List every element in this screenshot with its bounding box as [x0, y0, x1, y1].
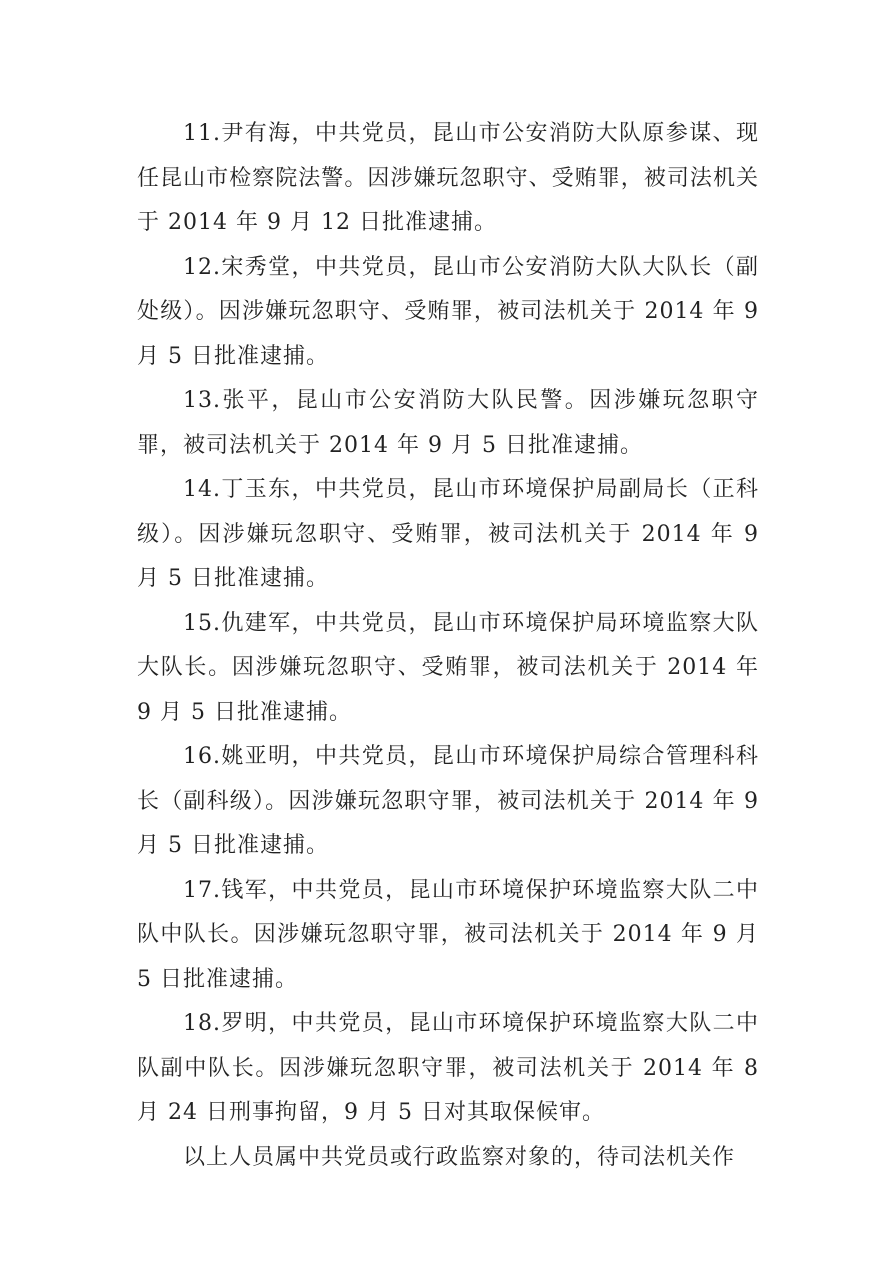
paragraph-item-16: 16.姚亚明，中共党员，昆山市环境保护局综合管理科科长（副科级）。因涉嫌玩忽职守罪，被司法机关于 2014 年 9 月 5 日批准逮捕。	[137, 744, 759, 858]
paragraph-item-13: 13.张平，昆山市公安消防大队民警。因涉嫌玩忽职守罪，被司法机关于 2014 年 9 月 5 日批准逮捕。	[137, 388, 759, 458]
paragraph-summary: 以上人员属中共党员或行政监察对象的，待司法机关作	[183, 1144, 736, 1170]
paragraph-item-14: 14.丁玉东，中共党员，昆山市环境保护局副局长（正科级）。因涉嫌玩忽职守、受贿罪，被司法机关于 2014 年 9 月 5 日批准逮捕。	[137, 477, 759, 591]
paragraph-item-18: 18.罗明，中共党员，昆山市环境保护环境监察大队二中队副中队长。因涉嫌玩忽职守罪，被司法机关于 2014 年 8 月 24 日刑事拘留，9 月 5 日对其取保候审。	[137, 1011, 759, 1125]
document-body	[137, 112, 759, 1180]
paragraph-item-12: 12.宋秀堂，中共党员，昆山市公安消防大队大队长（副处级）。因涉嫌玩忽职守、受贿罪，被司法机关于 2014 年 9 月 5 日批准逮捕。	[137, 254, 759, 369]
paragraph-item-15: 15.仇建军，中共党员，昆山市环境保护局环境监察大队大队长。因涉嫌玩忽职守、受贿罪，被司法机关于 2014 年 9 月 5 日批准逮捕。	[137, 610, 759, 725]
paragraph-item-11: 11.尹有海，中共党员，昆山市公安消防大队原参谋、现任昆山市检察院法警。因涉嫌玩忽职守、受贿罪，被司法机关于 2014 年 9 月 12 日批准逮捕。	[137, 121, 759, 235]
paragraph-item-17: 17.钱军，中共党员，昆山市环境保护环境监察大队二中队中队长。因涉嫌玩忽职守罪，被司法机关于 2014 年 9 月 5 日批准逮捕。	[137, 877, 759, 992]
